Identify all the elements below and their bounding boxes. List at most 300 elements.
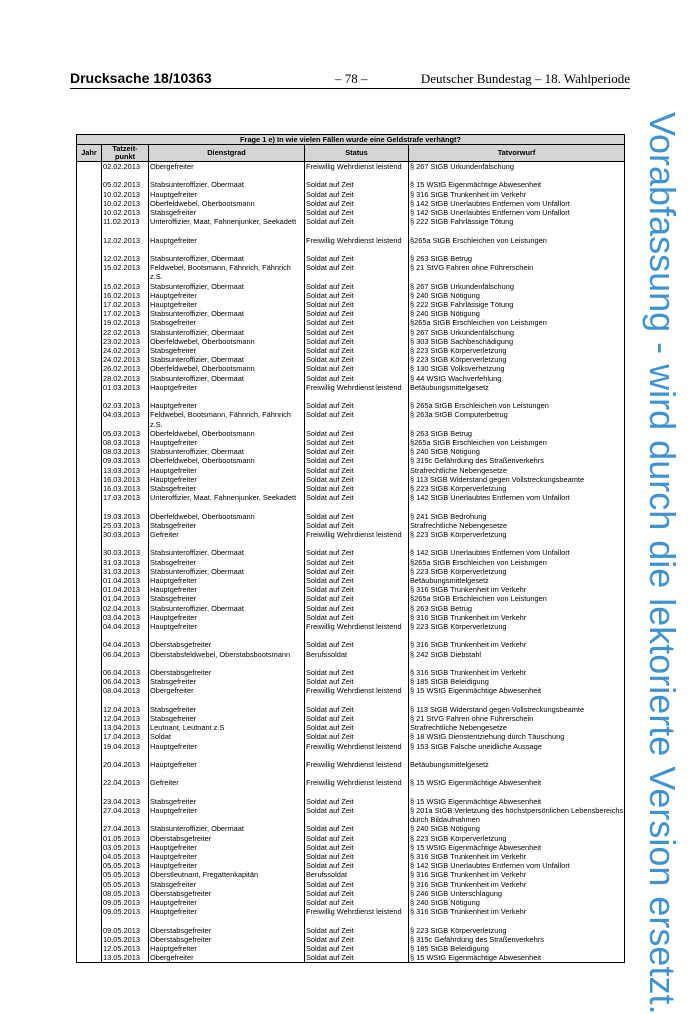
cell-year [77, 650, 102, 659]
cell-year [77, 751, 102, 760]
cell-time: 02.04.2013 [102, 604, 149, 613]
cell-status: Freiwillig Wehrdienst leistend [305, 742, 409, 751]
watermark-text: Vorabfassung - wird durch die lektorierte Version ersetzt. [642, 112, 683, 1014]
cell-year [77, 328, 102, 337]
cell-year [77, 429, 102, 438]
cell-time: 10.02.2013 [102, 199, 149, 208]
cell-status: Soldat auf Zeit [305, 705, 409, 714]
cell-status [305, 420, 409, 429]
cell-time: 01.05.2013 [102, 834, 149, 843]
cell-status: Soldat auf Zeit [305, 346, 409, 355]
cell-status [305, 392, 409, 401]
cell-status [305, 539, 409, 548]
cell-year [77, 484, 102, 493]
table-row [77, 935, 625, 944]
table-row [77, 926, 625, 935]
cell-year [77, 217, 102, 226]
cell-time [102, 769, 149, 778]
cell-year [77, 401, 102, 410]
table-row [77, 843, 625, 852]
table-row [77, 778, 625, 787]
page-number: – 78 – [335, 71, 368, 86]
table-row [77, 788, 625, 797]
table-row [77, 659, 625, 668]
cell-status: Freiwillig Wehrdienst leistend [305, 622, 409, 631]
cell-rank [149, 751, 305, 760]
cell-year [77, 769, 102, 778]
cell-status: Soldat auf Zeit [305, 576, 409, 585]
cell-rank: Leutnant, Leutnant z.S [149, 723, 305, 732]
cell-year [77, 190, 102, 199]
cell-rank: Hauptgefreiter [149, 760, 305, 769]
table-row [77, 539, 625, 548]
cell-offense [409, 539, 625, 548]
cell-status: Soldat auf Zeit [305, 834, 409, 843]
cell-offense: § 222 StGB Fahrlässige Tötung [409, 217, 625, 226]
cell-year [77, 272, 102, 281]
cell-rank [149, 788, 305, 797]
cell-year [77, 282, 102, 291]
cell-status: Soldat auf Zeit [305, 254, 409, 263]
cell-offense: § 223 StGB Körperverletzung [409, 355, 625, 364]
table-row [77, 705, 625, 714]
cell-time [102, 392, 149, 401]
table-row [77, 668, 625, 677]
cell-year [77, 392, 102, 401]
cell-offense: § 263 StGB Betrug [409, 604, 625, 613]
cell-time: 31.03.2013 [102, 558, 149, 567]
cell-year [77, 502, 102, 511]
cell-rank [149, 659, 305, 668]
cell-time [102, 631, 149, 640]
cell-offense: § 201a StGB Verletzung des höchstpersönlichen Lebensbereichs [410, 806, 624, 816]
table-row [77, 898, 625, 907]
parliament-period: Deutscher Bundestag – 18. Wahlperiode [420, 71, 630, 86]
cell-status: Freiwillig Wehrdienst leistend [305, 778, 409, 787]
cell-offense: § 113 StGB Widerstand gegen Vollstreckungsbeamte [409, 475, 625, 484]
table-row [77, 328, 625, 337]
cell-status: Soldat auf Zeit [305, 374, 409, 383]
cell-rank [149, 245, 305, 254]
cell-time: 17.03.2013 [102, 493, 149, 502]
cell-year [77, 236, 102, 245]
table-row [77, 889, 625, 898]
table-row [77, 410, 625, 419]
cell-status: Soldat auf Zeit [305, 355, 409, 364]
cell-time: 08.03.2013 [102, 438, 149, 447]
cell-rank: Hauptgefreiter [149, 475, 305, 484]
cell-rank: Hauptgefreiter [149, 585, 305, 594]
table-row [77, 714, 625, 723]
cell-rank: Stabsunteroffizier, Obermaat [149, 180, 305, 189]
table-row [77, 723, 625, 732]
cell-time: 04.04.2013 [102, 622, 149, 631]
cell-offense: § 316 StGB Trunkenheit im Verkehr [409, 880, 625, 889]
cell-offense: § 223 StGB Körperverletzung [409, 346, 625, 355]
cell-time: 19.04.2013 [102, 742, 149, 751]
cell-offense: § 263 StGB Betrug [409, 429, 625, 438]
table-row [77, 466, 625, 475]
cell-time [102, 815, 149, 824]
fines-table-container [76, 134, 624, 963]
cell-offense [409, 788, 625, 797]
cell-offense: § 15 WStG Eigenmächtige Abwesenheit [409, 843, 625, 852]
cell-rank [149, 226, 305, 235]
cell-offense: Strafrechtliche Nebengesetze [409, 466, 625, 475]
cell-rank: Oberstabsgefreiter [149, 834, 305, 843]
table-row [77, 199, 625, 208]
cell-offense: § 241 StGB Bedrohung [409, 512, 625, 521]
cell-year [77, 558, 102, 567]
cell-offense: § 240 StGB Nötigung [409, 898, 625, 907]
cell-offense: § 142 StGB Unerlaubtes Entfernen vom Unfallort [409, 199, 625, 208]
cell-time: 09.05.2013 [102, 898, 149, 907]
cell-time: 01.04.2013 [102, 576, 149, 585]
cell-rank: Oberstabsgefreiter [149, 926, 305, 935]
table-row [77, 953, 625, 963]
cell-rank: Stabsunteroffizier, Obermaat [149, 309, 305, 318]
cell-time: 10.05.2013 [102, 935, 149, 944]
cell-rank: Stabsunteroffizier, Obermaat [149, 328, 305, 337]
cell-year [77, 622, 102, 631]
cell-time: 17.02.2013 [102, 309, 149, 318]
cell-rank: Stabsgefreiter [149, 346, 305, 355]
cell-year [77, 668, 102, 677]
table-row [77, 742, 625, 751]
table-row [77, 567, 625, 576]
cell-status: Soldat auf Zeit [305, 282, 409, 291]
cell-status: Soldat auf Zeit [305, 328, 409, 337]
cell-rank: Hauptgefreiter [149, 843, 305, 852]
cell-time: 01.04.2013 [102, 585, 149, 594]
cell-time: 09.05.2013 [102, 926, 149, 935]
cell-year [77, 926, 102, 935]
cell-status: Soldat auf Zeit [305, 714, 409, 723]
cell-status: Soldat auf Zeit [305, 585, 409, 594]
cell-year [77, 705, 102, 714]
table-row [77, 916, 625, 925]
cell-time: 02.03.2013 [102, 401, 149, 410]
table-row [77, 558, 625, 567]
table-row [77, 640, 625, 649]
cell-rank: Stabsgefreiter [149, 705, 305, 714]
table-row [77, 254, 625, 263]
cell-status: Soldat auf Zeit [305, 190, 409, 199]
cell-offense: § 265a StGB Erschleichen von Leistungen [409, 401, 625, 410]
cell-year [77, 659, 102, 668]
cell-rank: Hauptgefreiter [149, 806, 305, 815]
cell-rank: Hauptgefreiter [149, 944, 305, 953]
table-row [77, 880, 625, 889]
cell-offense: § 242 StGB Diebstahl [409, 650, 625, 659]
cell-time: 15.02.2013 [102, 263, 149, 272]
cell-offense: §265a StGB Erschleichen von Leistungen [409, 236, 625, 245]
cell-rank: Hauptgefreiter [149, 291, 305, 300]
cell-rank: Stabsgefreiter [149, 797, 305, 806]
cell-year [77, 824, 102, 833]
cell-offense: § 18 WStG Dienstentziehung durch Täuschung [409, 732, 625, 741]
cell-status: Soldat auf Zeit [305, 567, 409, 576]
table-row [77, 760, 625, 769]
cell-offense: § 21 StVG Fahren ohne Führerschein [409, 714, 625, 723]
cell-year [77, 613, 102, 622]
cell-year [77, 466, 102, 475]
cell-rank: Oberfeldwebel, Oberbootsmann [149, 199, 305, 208]
table-row [77, 585, 625, 594]
page-header [70, 68, 630, 90]
table-row [77, 190, 625, 199]
cell-rank: Hauptgefreiter [149, 466, 305, 475]
cell-rank [149, 171, 305, 180]
cell-rank: Oberfeldwebel, Oberbootsmann [149, 429, 305, 438]
table-row [77, 245, 625, 254]
cell-year [77, 594, 102, 603]
cell-rank: Stabsgefreiter [149, 880, 305, 889]
cell-offense: § 315c Gefährdung des Straßenverkehrs [409, 935, 625, 944]
table-row [77, 236, 625, 245]
cell-rank: Stabsgefreiter [149, 714, 305, 723]
cell-time: 28.02.2013 [102, 374, 149, 383]
cell-time [102, 539, 149, 548]
table-row [77, 355, 625, 364]
cell-year [77, 889, 102, 898]
table-row [77, 208, 625, 217]
cell-status [305, 769, 409, 778]
cell-offense: § 316 StGB Trunkenheit im Verkehr [409, 870, 625, 879]
cell-offense: § 142 StGB Unerlaubtes Entfernen vom Unfallort [409, 493, 625, 502]
cell-year [77, 475, 102, 484]
cell-year [77, 318, 102, 327]
table-row [77, 493, 625, 502]
cell-year [77, 493, 102, 502]
cell-year [77, 180, 102, 189]
cell-offense: §265a StGB Erschleichen von Leistungen [409, 438, 625, 447]
cell-offense: § 315c Gefährdung des Straßenverkehrs [409, 456, 625, 465]
cell-offense: § 130 StGB Volksverhetzung [409, 364, 625, 373]
cell-time [102, 788, 149, 797]
cell-rank: Hauptgefreiter [149, 898, 305, 907]
cell-status [305, 659, 409, 668]
cell-rank [149, 815, 305, 824]
cell-offense [409, 502, 625, 511]
cell-offense: § 15 WStG Eigenmächtige Abwesenheit [409, 797, 625, 806]
cell-rank: Stabsunteroffizier, Obermaat [149, 548, 305, 557]
table-row [77, 217, 625, 226]
cell-rank [149, 392, 305, 401]
cell-offense: § 240 StGB Nötigung [409, 447, 625, 456]
cell-rank [149, 696, 305, 705]
cell-time: 03.04.2013 [102, 613, 149, 622]
cell-rank: Unteroffizier, Maat, Fahnenjunker, Seekadett [149, 493, 305, 502]
cell-status: Soldat auf Zeit [305, 558, 409, 567]
cell-year [77, 916, 102, 925]
cell-year [77, 447, 102, 456]
cell-time: 05.05.2013 [102, 880, 149, 889]
cell-status: Soldat auf Zeit [305, 806, 409, 815]
cell-year [77, 226, 102, 235]
cell-offense [409, 769, 625, 778]
cell-offense: § 240 StGB Nötigung [409, 309, 625, 318]
cell-year [77, 346, 102, 355]
table-row [77, 300, 625, 309]
cell-year [77, 383, 102, 392]
cell-time [102, 245, 149, 254]
cell-rank: Feldwebel, Bootsmann, Fähnrich, Fähnrich [149, 410, 305, 419]
cell-time: 13.03.2013 [102, 466, 149, 475]
cell-time: 11.02.2013 [102, 217, 149, 226]
cell-year [77, 539, 102, 548]
cell-offense: § 316 StGB Trunkenheit im Verkehr [409, 668, 625, 677]
cell-time: 15.02.2013 [102, 282, 149, 291]
cell-rank: Hauptgefreiter [149, 576, 305, 585]
table-row [77, 420, 625, 429]
table-row [77, 180, 625, 189]
cell-offense [409, 659, 625, 668]
cell-time: 19.02.2013 [102, 318, 149, 327]
column-header-time: Tatzeit-punkt [102, 145, 149, 162]
table-row [77, 291, 625, 300]
table-row [77, 456, 625, 465]
cell-time: 27.04.2013 [102, 806, 149, 815]
cell-time: 26.02.2013 [102, 364, 149, 373]
table-row [77, 686, 625, 695]
cell-status [305, 502, 409, 511]
cell-time: 13.04.2013 [102, 723, 149, 732]
cell-rank: Obergefreiter [149, 686, 305, 695]
cell-status: Soldat auf Zeit [305, 318, 409, 327]
cell-offense [409, 696, 625, 705]
cell-status [305, 788, 409, 797]
cell-offense: Betäubungsmittelgesetz [409, 576, 625, 585]
cell-status [305, 226, 409, 235]
cell-year [77, 834, 102, 843]
cell-offense: Strafrechtliche Nebengesetze [409, 723, 625, 732]
cell-time [102, 696, 149, 705]
cell-offense: § 316 StGB Trunkenheit im Verkehr [409, 852, 625, 861]
cell-offense: § 267 StGB Urkundenfälschung [409, 282, 625, 291]
cell-rank: Stabsunteroffizier, Obermaat [149, 604, 305, 613]
table-row [77, 751, 625, 760]
cell-rank: Oberfeldwebel, Oberbootsmann [149, 364, 305, 373]
cell-rank: Soldat [149, 732, 305, 741]
cell-status [305, 751, 409, 760]
cell-status: Soldat auf Zeit [305, 475, 409, 484]
cell-status: Soldat auf Zeit [305, 843, 409, 852]
cell-year [77, 337, 102, 346]
cell-rank: Stabsunteroffizier, Obermaat [149, 447, 305, 456]
cell-time: 17.02.2013 [102, 300, 149, 309]
cell-time: 30.03.2013 [102, 548, 149, 557]
cell-time [102, 659, 149, 668]
cell-status [305, 696, 409, 705]
cell-time [102, 916, 149, 925]
cell-status: Soldat auf Zeit [305, 291, 409, 300]
cell-rank: Hauptgefreiter [149, 907, 305, 916]
cell-year [77, 245, 102, 254]
cell-status: Soldat auf Zeit [305, 456, 409, 465]
cell-status: Soldat auf Zeit [305, 410, 409, 419]
table-row [77, 852, 625, 861]
cell-year [77, 456, 102, 465]
table-row [77, 815, 625, 824]
table-caption: Frage 1 e) In wie vielen Fällen wurde eine Geldstrafe verhängt? [77, 135, 625, 145]
cell-status: Soldat auf Zeit [305, 880, 409, 889]
cell-year [77, 861, 102, 870]
cell-year [77, 438, 102, 447]
cell-time: 05.05.2013 [102, 870, 149, 879]
cell-status: Soldat auf Zeit [305, 852, 409, 861]
cell-offense: § 316 StGB Trunkenheit im Verkehr [409, 907, 625, 916]
cell-time: 16.03.2013 [102, 475, 149, 484]
table-row [77, 171, 625, 180]
cell-offense: Betäubungsmittelgesetz [409, 760, 625, 769]
cell-time: 05.03.2013 [102, 429, 149, 438]
cell-year [77, 732, 102, 741]
table-row [77, 944, 625, 953]
table-row [77, 502, 625, 511]
cell-rank: Gefreiter [149, 778, 305, 787]
table-row [77, 870, 625, 879]
cell-year [77, 512, 102, 521]
cell-rank: Stabsunteroffizier, Obermaat [149, 282, 305, 291]
cell-offense: § 240 StGB Nötigung [409, 824, 625, 833]
cell-year [77, 686, 102, 695]
cell-time: 05.05.2013 [102, 861, 149, 870]
cell-time [102, 420, 149, 429]
cell-year [77, 171, 102, 180]
cell-rank: Stabsunteroffizier, Obermaat [149, 355, 305, 364]
cell-offense [409, 420, 625, 429]
cell-status: Soldat auf Zeit [305, 613, 409, 622]
cell-year [77, 760, 102, 769]
cell-year [77, 640, 102, 649]
table-row [77, 907, 625, 916]
cell-time: 01.04.2013 [102, 594, 149, 603]
cell-time: 23.04.2013 [102, 797, 149, 806]
cell-year [77, 843, 102, 852]
cell-rank: Stabsgefreiter [149, 484, 305, 493]
cell-status: Freiwillig Wehrdienst leistend [305, 760, 409, 769]
cell-rank: Hauptgefreiter [149, 383, 305, 392]
table-row [77, 604, 625, 613]
cell-rank: Hauptgefreiter [149, 300, 305, 309]
cell-time: 27.04.2013 [102, 824, 149, 833]
cell-status [305, 631, 409, 640]
cell-year [77, 291, 102, 300]
cell-status: Soldat auf Zeit [305, 484, 409, 493]
cell-year [77, 410, 102, 419]
cell-year [77, 576, 102, 585]
cell-time: 09.03.2013 [102, 456, 149, 465]
cell-time: 01.03.2013 [102, 383, 149, 392]
cell-year [77, 696, 102, 705]
cell-status: Soldat auf Zeit [305, 548, 409, 557]
cell-time: 12.02.2013 [102, 236, 149, 245]
table-row [77, 677, 625, 686]
cell-status: Soldat auf Zeit [305, 723, 409, 732]
cell-rank [149, 631, 305, 640]
cell-year [77, 254, 102, 263]
cell-rank: Oberstabsgefreiter [149, 640, 305, 649]
cell-status: Freiwillig Wehrdienst leistend [305, 236, 409, 245]
cell-status: Soldat auf Zeit [305, 926, 409, 935]
cell-rank: Feldwebel, Bootsmann, Fähnrich, Fähnrich [149, 263, 305, 272]
cell-status [305, 916, 409, 925]
cell-rank: Stabsunteroffizier, Obermaat [149, 567, 305, 576]
cell-status [305, 815, 409, 824]
cell-time: 13.05.2013 [102, 953, 149, 963]
cell-rank [149, 539, 305, 548]
